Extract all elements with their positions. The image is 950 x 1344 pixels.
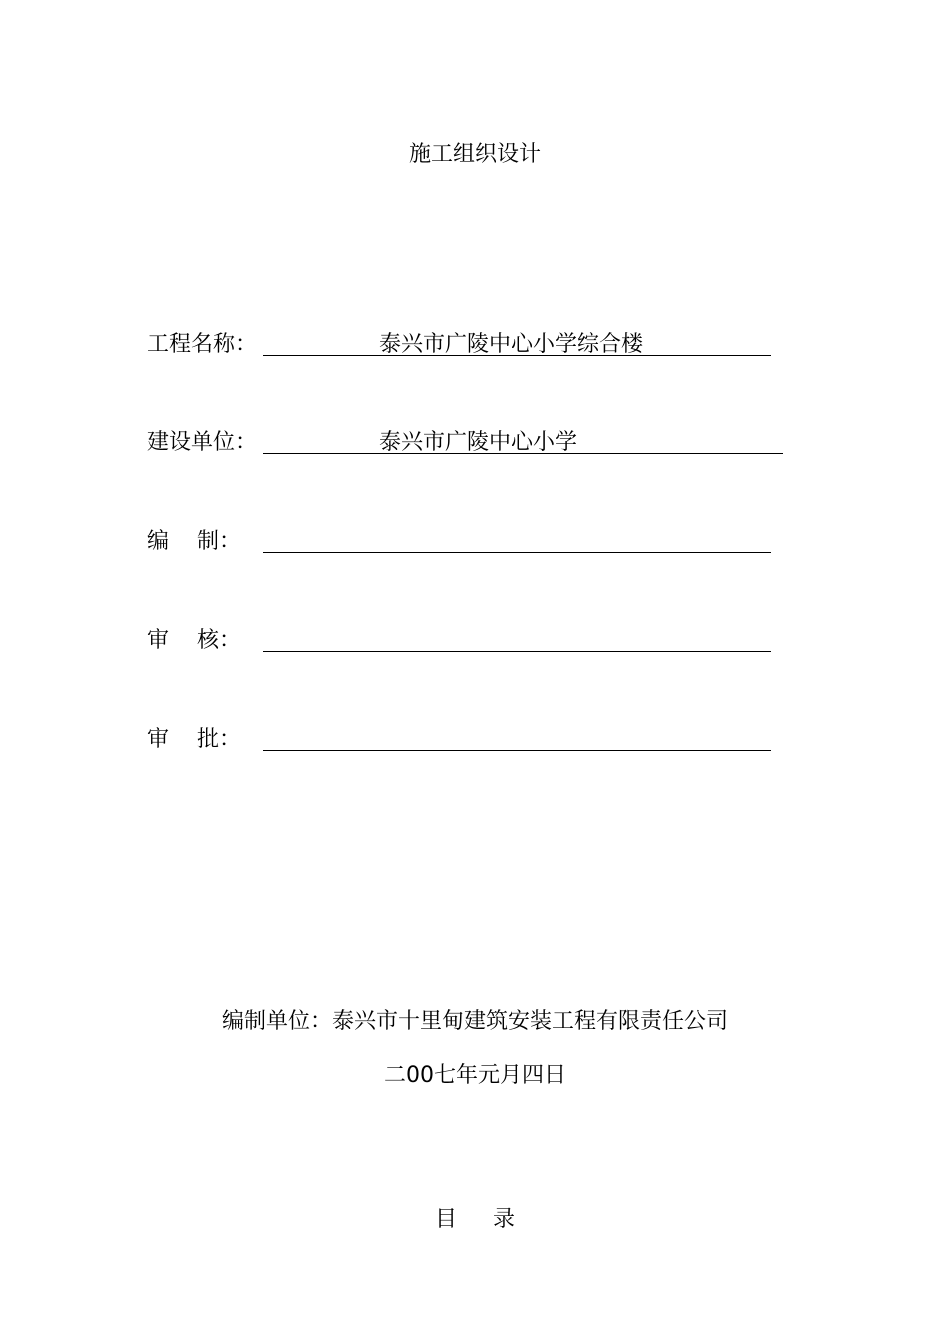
client-row <box>147 428 787 458</box>
issue-date: 二00七年元月四日 <box>384 1063 566 1088</box>
approved-by-underline <box>263 750 771 751</box>
client-label: 建设单位： <box>147 430 258 455</box>
compiled-by-row <box>147 527 787 557</box>
project-name-label: 工程名称： <box>147 332 258 357</box>
reviewed-by-row <box>147 626 787 656</box>
compiled-by-label: 编 制： <box>147 529 241 554</box>
compiling-unit: 编制单位：泰兴市十里甸建筑安装工程有限责任公司 <box>221 1009 728 1034</box>
reviewed-by-underline <box>263 651 771 652</box>
reviewed-by-label: 审 核： <box>147 628 241 653</box>
approved-by-row <box>147 725 787 755</box>
client-value: 泰兴市广陵中心小学 <box>379 430 578 455</box>
project-name-value: 泰兴市广陵中心小学综合楼 <box>379 332 644 357</box>
toc-heading: 目录 <box>434 1207 551 1232</box>
approved-by-label: 审 批： <box>147 727 241 752</box>
compiled-by-underline <box>263 552 771 553</box>
project-name-row <box>147 330 787 360</box>
document-title: 施工组织设计 <box>408 142 541 167</box>
